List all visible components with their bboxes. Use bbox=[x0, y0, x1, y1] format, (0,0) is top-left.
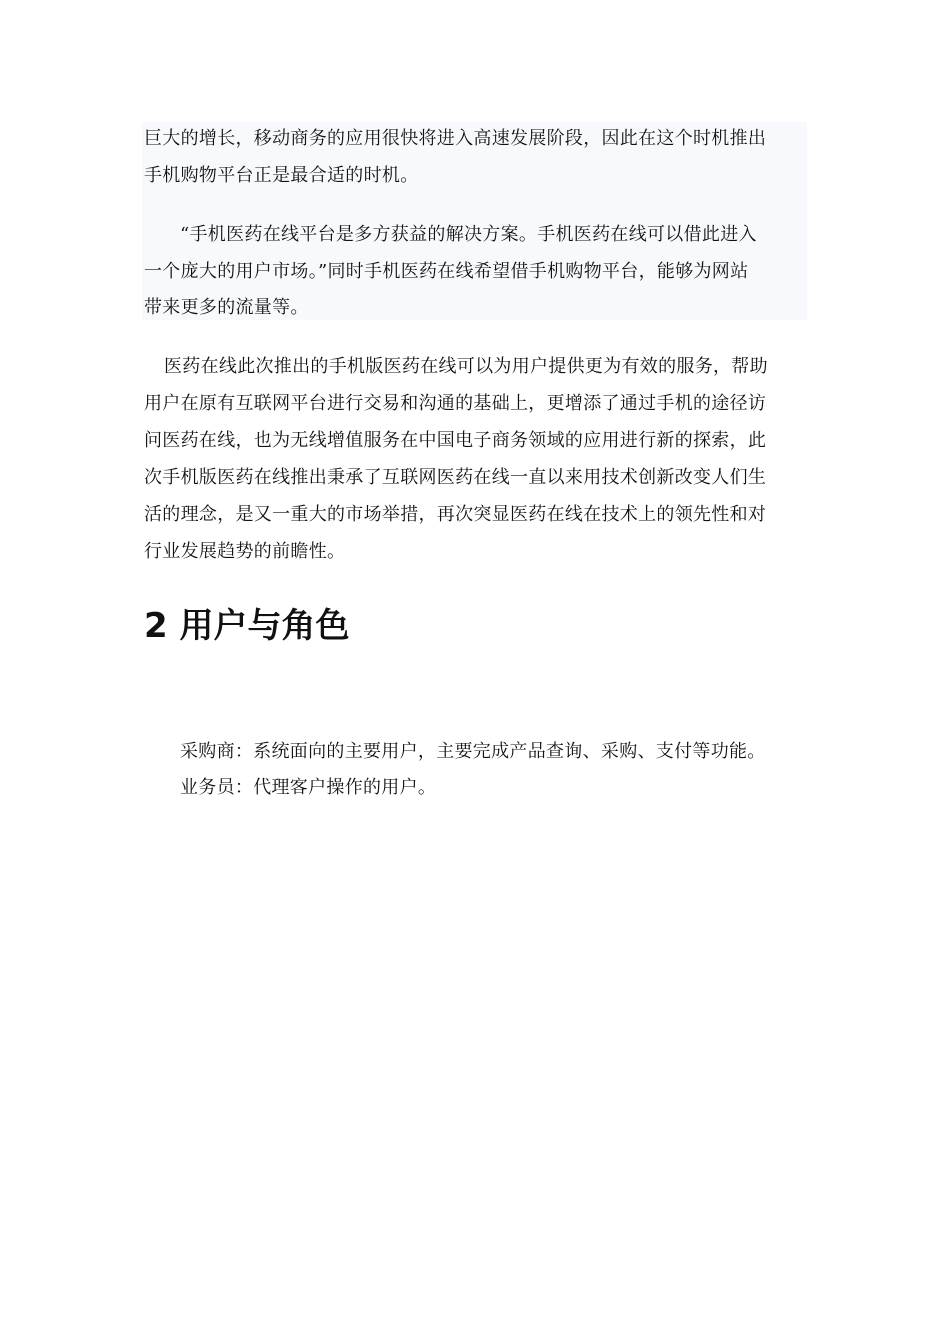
paragraph-line: 巨大的增长，移动商务的应用很快将进入高速发展阶段，因此在这个时机推出 bbox=[144, 128, 767, 149]
paragraph-line: 用户在原有互联网平台进行交易和沟通的基础上，更增添了通过手机的途径访 bbox=[144, 393, 767, 414]
role-item-buyer: 采购商：系统面向的主要用户，主要完成产品查询、采购、支付等功能。 bbox=[180, 741, 766, 762]
paragraph-line: 活的理念，是又一重大的市场举措，再次突显医药在线在技术上的领先性和对 bbox=[144, 504, 767, 525]
paragraph-line: “手机医药在线平台是多方获益的解决方案。手机医药在线可以借此进入 bbox=[180, 224, 757, 245]
paragraph-line: 问医药在线，也为无线增值服务在中国电子商务领域的应用进行新的探索，此 bbox=[144, 430, 767, 451]
paragraph-line: 医药在线此次推出的手机版医药在线可以为用户提供更为有效的服务，帮助 bbox=[164, 356, 768, 377]
section-heading: 2 用户与角色 bbox=[144, 606, 350, 646]
paragraph-line: 带来更多的流量等。 bbox=[144, 297, 309, 318]
paragraph-line: 行业发展趋势的前瞻性。 bbox=[144, 541, 346, 562]
paragraph-line: 次手机版医药在线推出秉承了互联网医药在线一直以来用技术创新改变人们生 bbox=[144, 467, 767, 488]
shaded-quote-background bbox=[142, 122, 807, 320]
role-item-salesperson: 业务员：代理客户操作的用户。 bbox=[180, 777, 437, 798]
paragraph-line: 一个庞大的用户市场。”同时手机医药在线希望借手机购物平台，能够为网站 bbox=[144, 261, 749, 282]
paragraph-line: 手机购物平台正是最合适的时机。 bbox=[144, 165, 419, 186]
